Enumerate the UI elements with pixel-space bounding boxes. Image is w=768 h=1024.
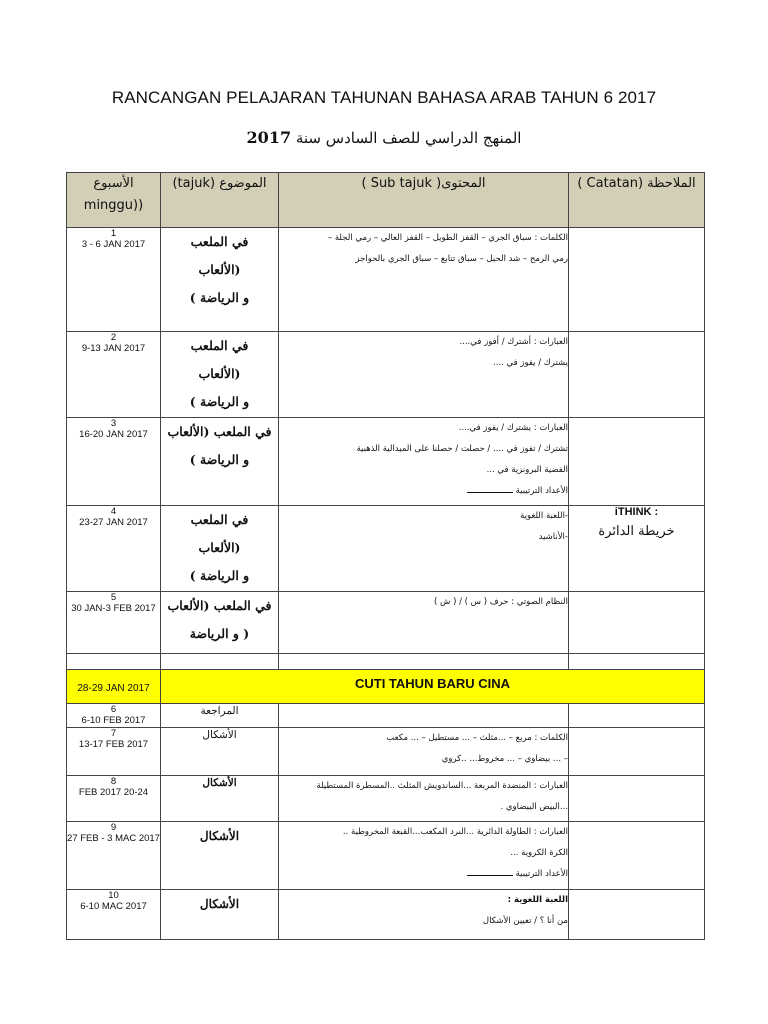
week-number: 8 [110,776,117,787]
week-date: FEB 2017 20-24 [78,787,149,798]
topic-line: و الرياضة ) [189,394,250,409]
week-cell [67,418,161,506]
header-row [67,173,705,228]
content-line: رمي الرمح – شد الحبل – سباق تتابع – سباق الجري بالحواجز [355,254,568,264]
topic-line: في الملعب (الألعاب [167,424,272,439]
week-number: 4 [110,506,117,517]
table-row [67,506,705,592]
circle-map-label: خريطة الدائرة [598,524,675,539]
header-content [279,173,569,228]
week-cell [67,592,161,654]
fill-blank-line [467,867,513,876]
ithink-label: iTHINK : [614,506,659,518]
holiday-date: 28-29 JAN 2017 [67,670,161,704]
content-line: العبارات : المنضدة المربعة ...الساندويش المثلث ..المسطرة المستطيلة [316,781,568,791]
blank-cell [67,654,161,670]
notes-cell [569,228,705,332]
week-date: 16-20 JAN 2017 [79,429,148,440]
notes-cell [569,776,705,822]
content-line: ...البيض البيضاوي . [500,802,568,812]
content-cell [279,822,569,890]
content-line: العبارات : الطاولة الدائرية ...النرد المكعب...القبعة المخروطية .. [342,827,568,837]
header-content-label: المحتوى( Sub tajuk ) [361,176,486,191]
topic-line: المراجعة [200,705,239,717]
topic-cell [161,418,279,506]
topic-cell [161,890,279,940]
week-date: 6-10 FEB 2017 [81,715,146,726]
week-cell [67,776,161,822]
blank-cell [569,654,705,670]
content-line: -اللعبة اللغوية [520,511,568,521]
table-row [67,728,705,776]
week-number: 5 [110,592,117,603]
notes-cell [569,592,705,654]
header-week [67,173,161,228]
content-line: الكرة الكروية ... [510,848,568,858]
content-cell [279,506,569,592]
week-number: 3 [110,418,117,429]
fill-blank-line [467,484,513,493]
topic-line: و الرياضة ) [189,568,250,583]
holiday-title: CUTI TAHUN BARU CINA [161,670,705,704]
week-number: 2 [110,332,117,343]
week-date: 13-17 FEB 2017 [78,739,149,750]
table-row [67,822,705,890]
week-date: 30 JAN-3 FEB 2017 [71,603,156,614]
topic-line: و الرياضة ) [189,290,250,305]
content-line: النظام الصوتي : حرف ( س ) / ( ش ) [433,597,568,607]
notes-cell [569,332,705,418]
notes-cell [569,704,705,728]
topic-line: في الملعب [190,234,249,249]
week-cell [67,822,161,890]
content-line: – ... بيضاوي – ... مخروط... ..كروي [441,754,568,764]
notes-cell [569,822,705,890]
topic-line: (الألعاب [198,262,241,277]
week-cell [67,704,161,728]
topic-line: الأشكال [202,777,237,789]
week-number: 10 [108,890,119,901]
week-date: 3 - 6 JAN 2017 [81,239,146,250]
week-cell [67,890,161,940]
topic-line: (الألعاب [198,540,241,555]
table-row [67,418,705,506]
week-date: 23-27 JAN 2017 [79,517,148,528]
topic-cell [161,592,279,654]
header-topic-label: الموضوع (tajuk) [172,176,267,191]
topic-line: في الملعب [190,512,249,527]
topic-cell [161,776,279,822]
week-cell [67,332,161,418]
notes-cell [569,728,705,776]
topic-line: الأشكال [199,829,240,843]
header-notes-label: الملاحظة (Catatan ) [577,176,696,191]
blank-cell [161,654,279,670]
content-cell [279,890,569,940]
content-text: الأعداد الترتيبية [515,869,568,879]
content-line: من أنا ؟ / تعيين الأشكال [482,916,568,926]
content-line: تشترك / تفوز في .... / حصلت / حصلنا على الميدالية الذهبية [356,444,568,454]
content-cell [279,228,569,332]
lesson-plan-table [66,172,705,940]
table-row [67,592,705,654]
topic-line: (الألعاب [198,366,241,381]
document-subtitle [0,128,768,147]
topic-cell [161,506,279,592]
week-date: 9-13 JAN 2017 [81,343,146,354]
table-row [67,332,705,418]
week-date: 27 FEB - 3 MAC 2017 [67,833,160,844]
week-number: 1 [110,228,117,239]
blank-cell [279,654,569,670]
content-cell [279,418,569,506]
topic-line: في الملعب [190,338,249,353]
notes-cell [569,506,705,592]
table-row [67,776,705,822]
week-number: 6 [110,704,117,715]
week-cell [67,228,161,332]
content-line: -الأناشيد [538,532,568,542]
content-cell [279,776,569,822]
content-line: الفضية البرونزية في ... [486,465,568,475]
week-date: 6-10 MAC 2017 [80,901,147,912]
topic-cell [161,728,279,776]
content-line: الكلمات : سباق الجري – القفز الطويل – القفز العالي – رمي الجلة – [327,233,568,243]
topic-line: ( و الرياضة [189,626,250,641]
content-line [279,481,568,502]
topic-cell [161,228,279,332]
content-cell [279,704,569,728]
week-cell [67,506,161,592]
week-number: 7 [110,728,117,739]
content-line [279,864,568,885]
content-text: الأعداد الترتيبية [515,486,568,496]
table-row-blank [67,654,705,670]
subtitle-year: 2017 [246,128,292,147]
week-number: 9 [110,822,117,833]
content-cell [279,728,569,776]
topic-line: و الرياضة ) [189,452,250,467]
topic-cell [161,822,279,890]
content-cell [279,332,569,418]
header-notes [569,173,705,228]
header-topic [161,173,279,228]
topic-line: الأشكال [199,897,240,911]
content-line: الكلمات : مربع – ...مثلث – ... مستطيل – ... مكعب [386,733,568,743]
holiday-row [67,670,705,704]
content-line: اللعبة اللغوية : [507,895,568,905]
table-row [67,228,705,332]
content-cell [279,592,569,654]
topic-cell [161,332,279,418]
content-line: يشترك / يفوز في .... [493,358,568,368]
content-line: العبارات : أشترك / أفوز في.... [459,337,568,347]
notes-cell [569,418,705,506]
table-row [67,704,705,728]
table-row [67,890,705,940]
topic-line: الأشكال [202,729,237,741]
notes-cell [569,890,705,940]
subtitle-text: المنهج الدراسي للصف السادس سنة [295,129,522,147]
week-cell [67,728,161,776]
topic-line: في الملعب (الألعاب [167,598,272,613]
header-week-label: الأسبوع ((minggu [83,176,144,213]
content-line: العبارات : يشترك / يفوز في.... [458,423,568,433]
topic-cell [161,704,279,728]
document-title: RANCANGAN PELAJARAN TAHUNAN BAHASA ARAB TAHUN 6 2017 [111,88,657,107]
